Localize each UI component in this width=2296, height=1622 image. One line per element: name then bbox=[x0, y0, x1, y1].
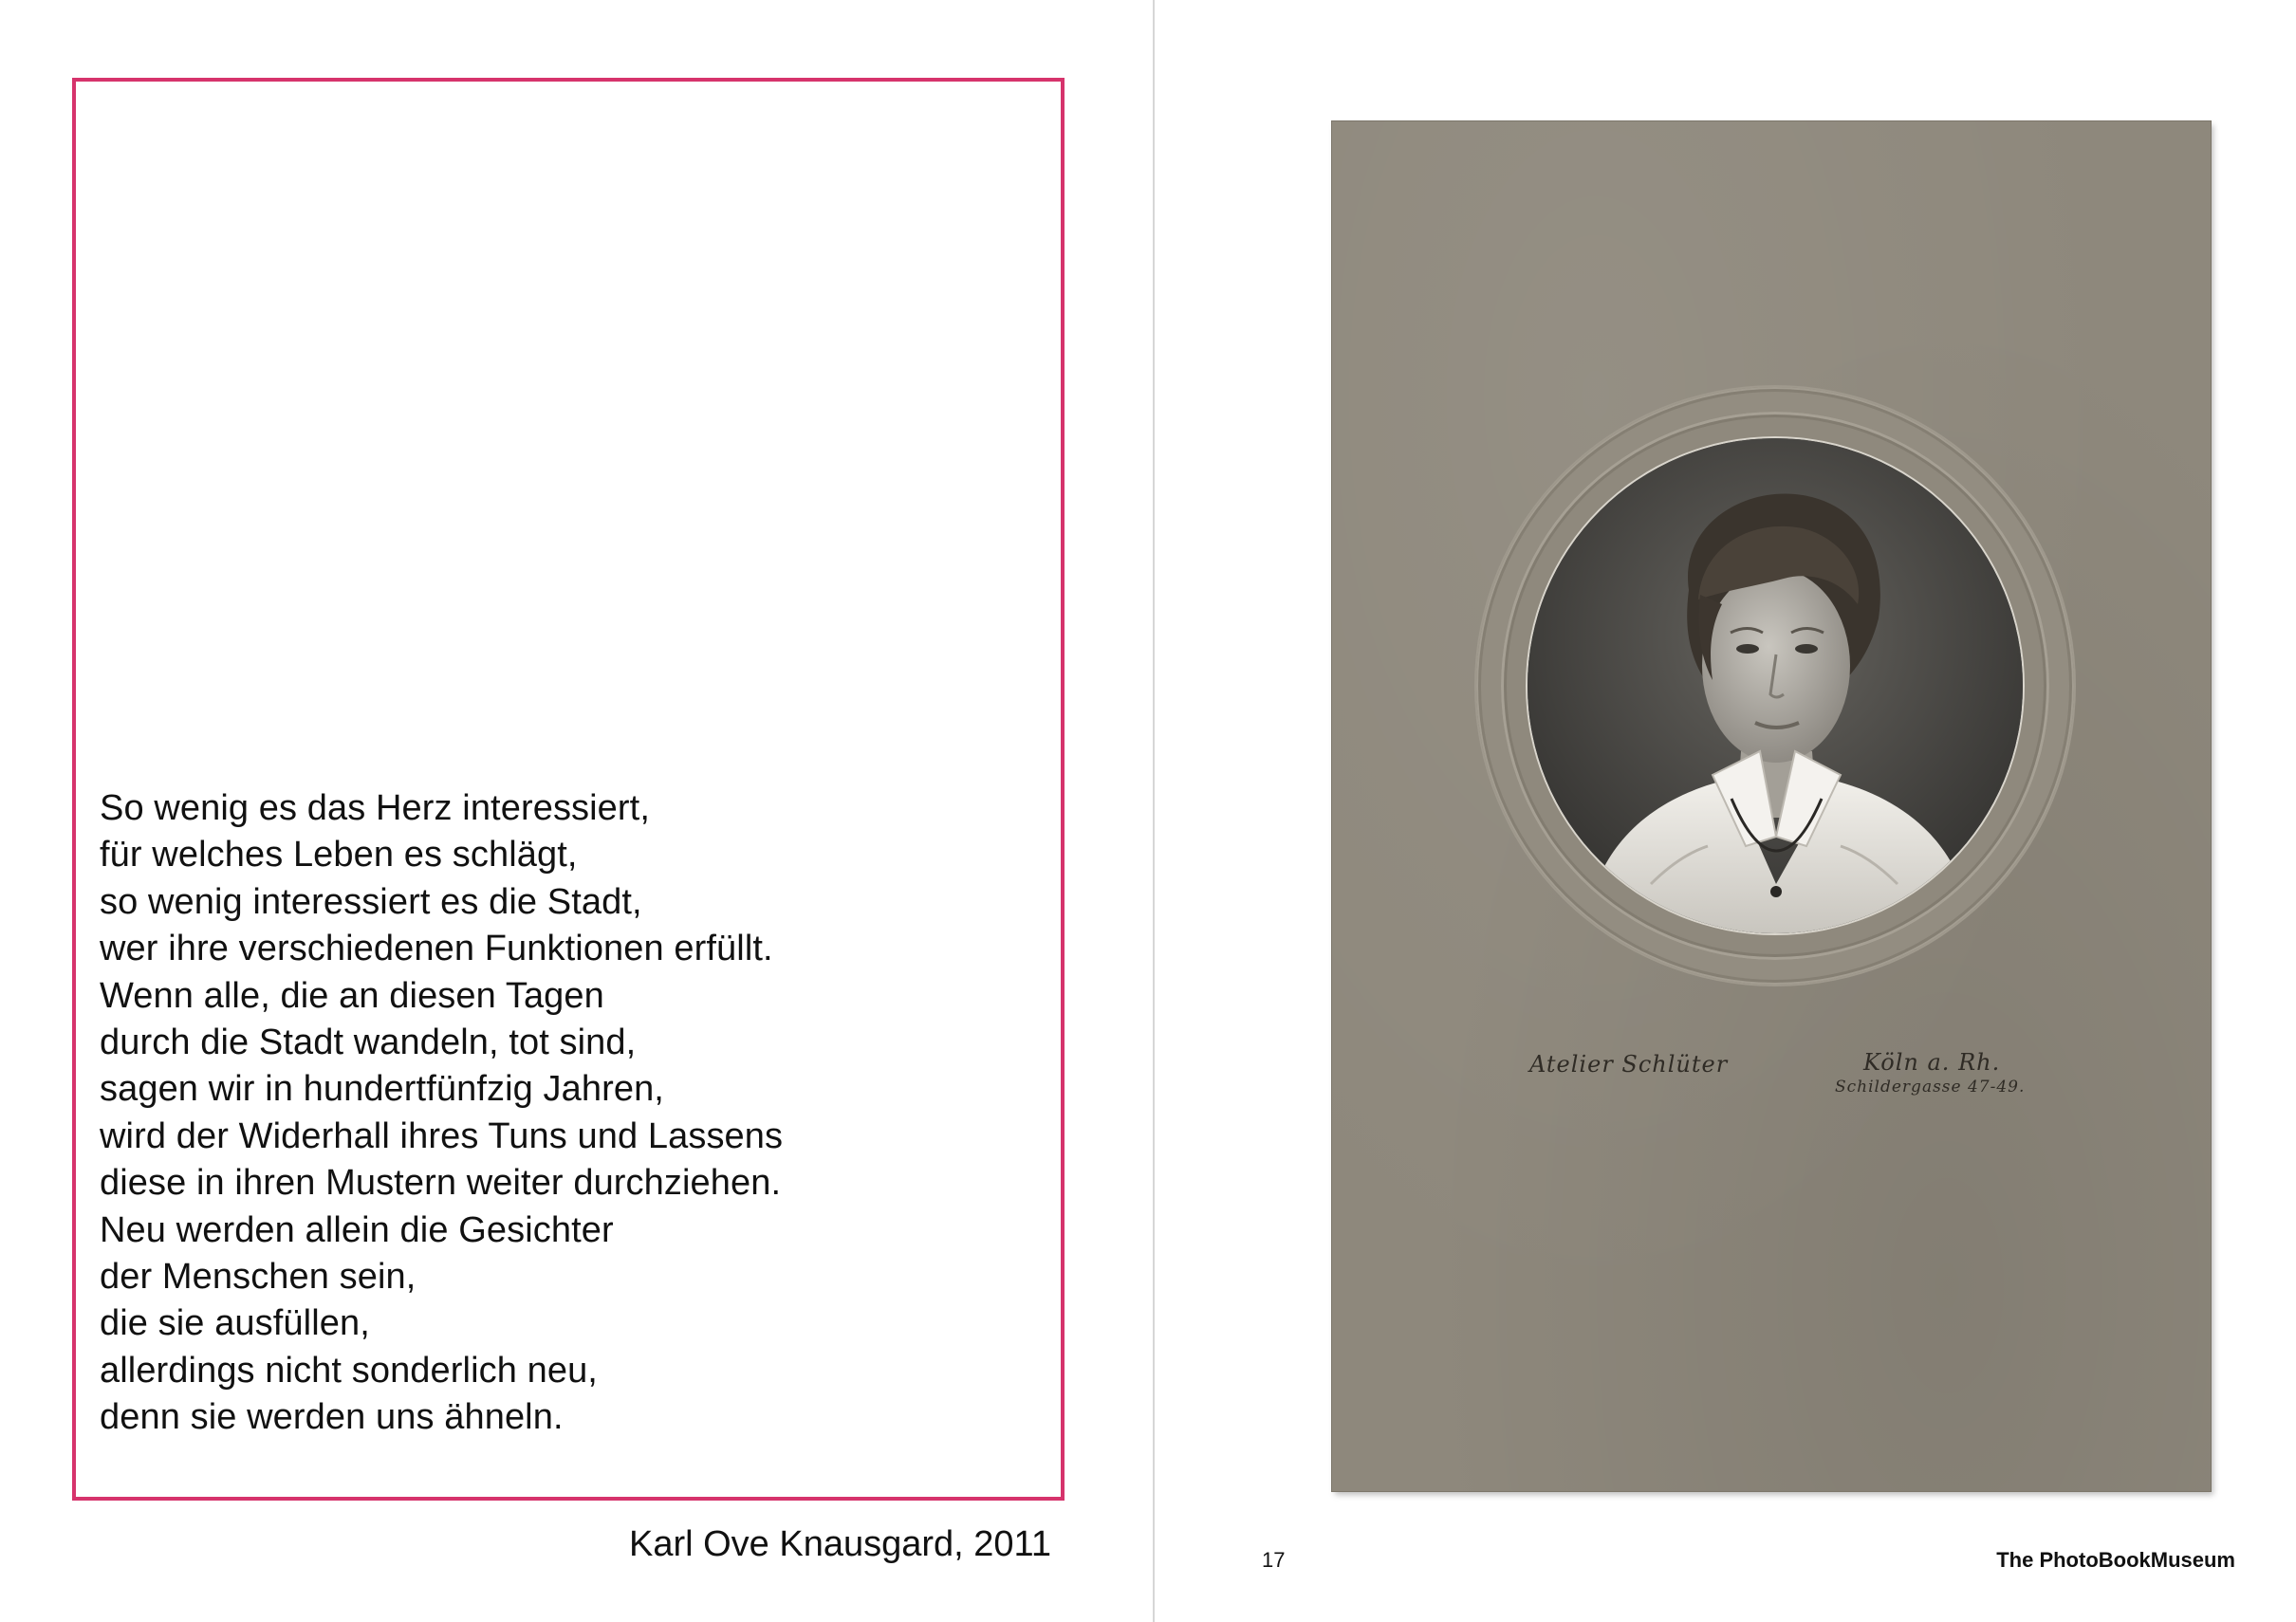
poem-line: denn sie werden uns ähneln. bbox=[100, 1397, 564, 1438]
portrait-illustration bbox=[1528, 438, 2023, 933]
poem-line: durch die Stadt wandeln, tot sind, bbox=[100, 1023, 637, 1063]
cabinet-card-photo bbox=[1332, 121, 2211, 1491]
poem-attribution: Karl Ove Knausgard, 2011 bbox=[628, 1524, 1051, 1564]
poem-line: wer ihre verschiedenen Funktionen erfüllt. bbox=[100, 929, 773, 969]
poem-line: Wenn alle, die an diesen Tagen bbox=[100, 975, 604, 1016]
oval-mat-inner bbox=[1501, 412, 2049, 960]
poem-line: die sie ausfüllen, bbox=[100, 1303, 370, 1344]
poem-line: wird der Widerhall ihres Tuns und Lassens bbox=[100, 1115, 784, 1156]
studio-address-imprint bbox=[1835, 1049, 2025, 1097]
poem-line: sagen wir in hundertfünfzig Jahren, bbox=[100, 1069, 664, 1110]
portrait-photo bbox=[1528, 438, 2023, 933]
poem-line: allerdings nicht sonderlich neu, bbox=[100, 1350, 598, 1391]
poem-line: für welches Leben es schlägt, bbox=[100, 835, 578, 876]
studio-imprint: Atelier Schlüter bbox=[1529, 1051, 1729, 1078]
oval-mat-outer bbox=[1476, 387, 2074, 985]
page-gutter bbox=[1153, 0, 1155, 1622]
poem-line: diese in ihren Mustern weiter durchziehen. bbox=[100, 1163, 782, 1204]
imprint-street: Schildergasse 47-49. bbox=[1835, 1078, 2026, 1097]
publisher-name: The PhotoBookMuseum bbox=[1996, 1548, 2235, 1572]
poem-line: so wenig interessiert es die Stadt, bbox=[100, 881, 642, 922]
imprint-city: Köln a. Rh. bbox=[1863, 1049, 2001, 1076]
poem-line: So wenig es das Herz interessiert, bbox=[100, 788, 650, 828]
poem bbox=[100, 785, 1048, 1442]
page-number: 17 bbox=[1262, 1548, 1286, 1572]
poem-line: der Menschen sein, bbox=[100, 1257, 417, 1298]
poem-line: Neu werden allein die Gesichter bbox=[100, 1209, 614, 1250]
